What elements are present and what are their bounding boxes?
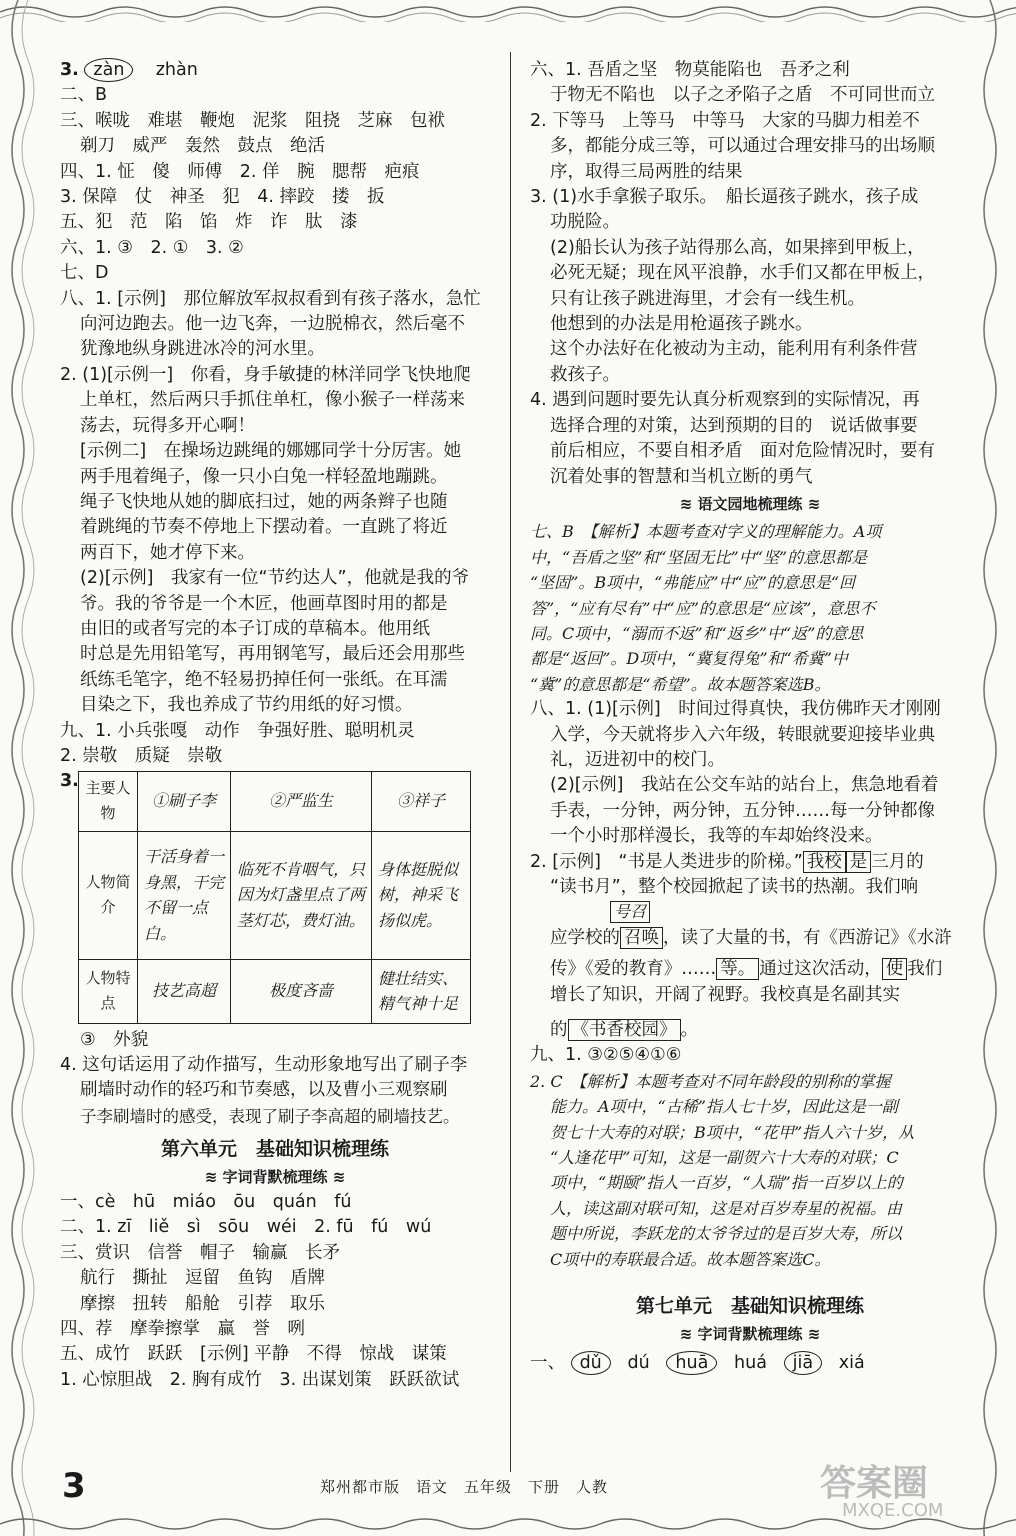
subsection-title: ≋ 字词背默梳理练 ≋ (679, 1324, 821, 1343)
table-row (79, 959, 471, 1023)
answer-line: 八、1. (1)[示例] 时间过得真快，我仿佛昨天才刚刚 (530, 699, 941, 720)
decorative-right-border (976, 0, 1016, 1536)
answer-line: 绳子飞快地从她的脚底扫过，她的两条辫子也随 (80, 491, 448, 512)
answer-line: 同。C项中，“溺而不返”和“返乡”中“返”的意思 (530, 623, 864, 643)
text-span: 应学校的 (550, 927, 620, 948)
answer-line: 六、1. ③ 2. ① 3. ② (60, 237, 244, 258)
answer-line: 中，“吾盾之坚”和“坚固无比”中“坚”的意思都是 (530, 547, 868, 567)
pinyin: zhàn (155, 60, 198, 80)
text-span: 的 (550, 1020, 568, 1041)
answer-line (530, 926, 970, 951)
answer-line: 六、1. 吾盾之坚 物莫能陷也 吾矛之利 (530, 60, 850, 80)
answer-line: 项中，“期颐”指人一百岁，“人瑞”指一百岁以上的 (550, 1173, 903, 1193)
boxed-word: 是 (846, 851, 872, 873)
answer-line: 4. 遇到问题时要先认真分析观察到的实际情况，再 (530, 390, 920, 411)
answer-line: (2)[示例] 我家有一位“节约达人”，他就是我的爷 (80, 568, 470, 589)
item-number: 一、 (530, 1352, 565, 1373)
answer-line: 3. (60, 771, 79, 792)
answer-line: 选择合理的对策，达到预期的目的 说话做事要 (550, 415, 918, 436)
decorative-top-border (0, 0, 1016, 22)
section-title: 第七单元 基础知识梳理练 (635, 1295, 864, 1318)
answer-line: 2. 下等马 上等马 中等马 大家的马脚力相差不 (530, 110, 920, 131)
answer-line: 九、1. ③②⑤④①⑥ (530, 1045, 682, 1066)
answer-line: 摩擦 扭转 船舱 引荐 取乐 (80, 1293, 325, 1314)
correction-mark (530, 900, 970, 925)
answer-line: 序，取得三局两胜的结果 (550, 161, 743, 182)
pinyin: dú (627, 1352, 650, 1373)
answer-line (60, 58, 490, 83)
text-span: 传》《爱的教育》…… (550, 959, 717, 980)
answer-line: 人，读这副对联可知，这是对百岁寿星的祝福。由 (550, 1198, 903, 1218)
answer-line: 这个办法好在化被动为主动，能利用有利条件营 (550, 339, 918, 360)
table-cell: ③祥子 (372, 771, 471, 831)
answer-line: 3. (1)水手拿猴子取乐。 船长逼孩子跳水，孩子成 (530, 187, 919, 208)
answer-line: 九、1. 小兵张嘎 动作 争强好胜、聪明机灵 (60, 720, 415, 741)
table-row (79, 831, 471, 959)
answer-line: 功脱险。 (550, 212, 620, 233)
answer-line: (2)[示例] 我站在公交车站的站台上，焦急地看着 (550, 775, 939, 796)
table-cell: ②严监生 (231, 771, 372, 831)
answer-line: 他想到的办法是用枪逼孩子跳水。 (550, 314, 813, 335)
answer-line: 爷。我的爷爷是一个木匠，他画草图时用的都是 (80, 593, 448, 614)
answer-line: 犹豫地纵身跳进冰冷的河水里。 (80, 339, 325, 360)
subsection-title: ≋ 语文园地梳理练 ≋ (679, 494, 821, 513)
table-row (79, 771, 471, 831)
answer-line: 三、赏识 信誉 帽子 输赢 长矛 (60, 1242, 340, 1263)
table-cell: 人物特点 (79, 959, 138, 1023)
answer-line: “坚固”。B项中，“弗能应”中“应”的意思是“回 (530, 573, 856, 593)
answer-line: 沉着处事的智慧和当机立断的勇气 (550, 466, 813, 487)
correction-word: 号召 (610, 901, 650, 923)
answer-line: 1. 心惊胆战 2. 胸有成竹 3. 出谋划策 跃跃欲试 (60, 1369, 460, 1390)
answer-line: 上单杠，然后两只手抓住单杠，像小猴子一样荡来 (80, 390, 465, 411)
answer-line (530, 850, 970, 875)
section-title: 第六单元 基础知识梳理练 (160, 1138, 389, 1161)
answer-line: 3. 保障 仗 神圣 犯 4. 摔跤 搂 扳 (60, 187, 385, 208)
text-span: 我们 (907, 959, 943, 980)
character-table (78, 771, 471, 1024)
left-column (60, 58, 490, 1393)
answer-line: 增长了知识，开阔了视野。我校真是名副其实 (550, 984, 900, 1005)
answer-line: 都是“返回”。D项中，“冀复得兔”和“希冀”中 (530, 649, 848, 669)
answer-line: 剃刀 威严 轰然 鼓点 绝活 (80, 136, 325, 157)
answer-line: 时总是先用铅笔写，再用钢笔写，最后还会用那些 (80, 644, 465, 665)
answer-line: 五、成竹 跃跃 [示例] 平静 不得 惊战 谋策 (60, 1344, 447, 1365)
pinyin: huá (734, 1352, 767, 1373)
answer-line: 三、喉咙 难堪 鞭炮 泥浆 阻挠 芝麻 包袱 (60, 110, 445, 131)
answer-line: 能力。A项中，“古稀”指人七十岁，因此这是一副 (550, 1097, 898, 1117)
circled-pinyin: zàn (84, 58, 133, 82)
table-cell: 技艺高超 (138, 959, 231, 1023)
answer-line: “人逢花甲”可知，这是一副贺六十大寿的对联；C (550, 1148, 899, 1168)
answer-line: 2. C 【解析】本题考查对不同年龄段的别称的掌握 (530, 1071, 891, 1091)
answer-line: 贺七十大寿的对联；B项中，“花甲”指人六十岁，从 (550, 1122, 915, 1142)
answer-line: 七、B 【解析】本题考查对字义的理解能力。A项 (530, 522, 882, 542)
answer-line: 由旧的或者写完的本子订成的草稿本。他用纸 (80, 618, 430, 639)
answer-line: 2. 崇敬 质疑 崇敬 (60, 745, 223, 766)
answer-line: 刷墙时动作的轻巧和节奏感，以及曹小三观察刷 (80, 1080, 448, 1101)
answer-line: 两手甩着绳子，像一只小白兔一样轻盈地蹦跳。 (80, 466, 448, 487)
subsection-title: ≋ 字词背默梳理练 ≋ (204, 1167, 346, 1186)
answer-line: 五、犯 范 陷 馅 炸 诈 肽 漆 (60, 212, 358, 233)
watermark-url: MXQE.COM (842, 1500, 944, 1521)
answer-line: 必死无疑；现在风平浪静，水手们又都在甲板上， (550, 263, 935, 284)
boxed-word: 我校 (803, 851, 846, 873)
table-cell: 身体挺脱似树，神采飞扬似虎。 (372, 831, 471, 959)
watermark: 答案圈 (820, 1463, 929, 1504)
item-number: 3. (60, 60, 79, 80)
answer-line: 四、1. 怔 傻 师傅 2. 佯 腕 腮帮 疤痕 (60, 161, 420, 182)
page-number: 3 (62, 1466, 86, 1506)
answer-line: 2. (1)[示例一] 你看，身手敏捷的林洋同学飞快地爬 (60, 364, 471, 385)
text-span: 通过这次活动， (759, 959, 882, 980)
boxed-word: 等。 (716, 958, 759, 980)
column-divider (510, 52, 511, 1472)
table-cell: 极度吝啬 (231, 959, 372, 1023)
answer-line: 八、1. [示例] 那位解放军叔叔看到有孩子落水，急忙 (60, 288, 481, 309)
answer-line: 四、荐 摩拳擦掌 赢 誉 咧 (60, 1319, 305, 1340)
answer-line: “冀”的意思都是“希望”。故本题答案选B。 (530, 674, 831, 694)
boxed-word: 召唤 (620, 927, 663, 949)
text-span: 。 (680, 1020, 698, 1041)
answer-line: 荡去，玩得多开心啊！ (80, 415, 255, 436)
table-cell: 干活身着一身黑，干完不留一点白。 (138, 831, 231, 959)
answer-line (530, 1018, 970, 1043)
answer-line: 于物无不陷也 以子之矛陷子之盾 不可同世而立 (550, 85, 935, 106)
answer-line: 二、B (60, 85, 108, 106)
circled-pinyin: jiā (784, 1351, 822, 1375)
table-cell: 人物简介 (79, 831, 138, 959)
text-span: 2. [示例] “书是人类进步的阶梯。” (530, 851, 803, 872)
circled-pinyin: dǔ (571, 1351, 611, 1375)
table-cell: 临死不肯咽气，只因为灯盏里点了两茎灯芯，费灯油。 (231, 831, 372, 959)
answer-line: 七、D (60, 263, 109, 284)
answer-line: (2)船长认为孩子站得那么高，如果摔到甲板上， (550, 237, 925, 258)
answer-line: 前后相应，不要自相矛盾 面对危险情况时，要有 (550, 441, 935, 462)
text-span: 三月的 (871, 851, 924, 872)
answer-line: [示例二] 在操场边跳绳的娜娜同学十分厉害。她 (80, 441, 462, 462)
answer-line: 入学，今天就将步入六年级，转眼就要迎接毕业典 (550, 724, 935, 745)
answer-line: 两百下，她才停下来。 (80, 542, 255, 563)
answer-line: 礼，迈进初中的校门。 (550, 749, 725, 770)
answer-line: 只有让孩子跳进海里，才会有一线生机。 (550, 288, 865, 309)
answer-line: 答”，“应有尽有”中“应”的意思是“应该”，意思不 (530, 598, 876, 618)
answer-line (530, 957, 970, 982)
answer-line: 手表，一分钟，两分钟，五分钟……每一分钟都像 (550, 800, 935, 821)
boxed-word: 使 (882, 958, 908, 980)
answer-line: C项中的寿联最合适。故本题答案选C。 (550, 1249, 831, 1269)
answer-line: 4. 这句话运用了动作描写，生动形象地写出了刷子李 (60, 1055, 468, 1075)
text-span: ，读了大量的书，有《西游记》《水浒 (663, 927, 952, 948)
answer-line: 多，都能分成三等，可以通过合理安排马的出场顺 (550, 136, 935, 157)
answer-line (530, 1351, 970, 1376)
table-cell: 主要人物 (79, 771, 138, 831)
answer-line: 一个小时那样漫长，我等的车却始终没来。 (550, 826, 883, 847)
answer-line: 航行 撕扯 逗留 鱼钩 盾牌 (80, 1268, 325, 1289)
right-column (530, 58, 970, 1376)
answer-line: 救孩子。 (550, 364, 620, 385)
answer-line: 目染之下，我也养成了节约用纸的好习惯。 (80, 695, 413, 716)
answer-line: 着跳绳的节奏不停地上下摆动着。一直跳了将近 (80, 517, 448, 538)
pinyin: xiá (838, 1352, 865, 1373)
answer-line: 一、cè hū miáo ōu quán fú (60, 1192, 352, 1213)
decorative-left-border (0, 0, 40, 1536)
table-cell: ①刷子李 (138, 771, 231, 831)
answer-line: “读书月”，整个校园掀起了读书的热潮。我们响 (550, 877, 919, 897)
answer-line: 纸练毛笔字，绝不轻易扔掉任何一张纸。在耳濡 (80, 669, 448, 690)
answer-line: 子李刷墙时的感受，表现了刷子李高超的刷墙技艺。 (80, 1106, 460, 1126)
answer-line: 向河边跑去。他一边飞奔，一边脱棉衣，然后毫不 (80, 314, 465, 335)
table-cell: 健壮结实、精气神十足 (372, 959, 471, 1023)
answer-line: 二、1. zī liě sì sōu wéi 2. fū fú wú (60, 1217, 432, 1238)
edition-footer: 郑州都市版 语文 五年级 下册 人教 (320, 1478, 609, 1496)
circled-pinyin: huā (666, 1351, 717, 1375)
answer-line: ③ 外貌 (80, 1029, 149, 1050)
answer-line: 题中所说，李跃龙的太爷爷过的是百岁大寿，所以 (550, 1224, 903, 1244)
boxed-word: 《书香校园》 (568, 1019, 681, 1041)
